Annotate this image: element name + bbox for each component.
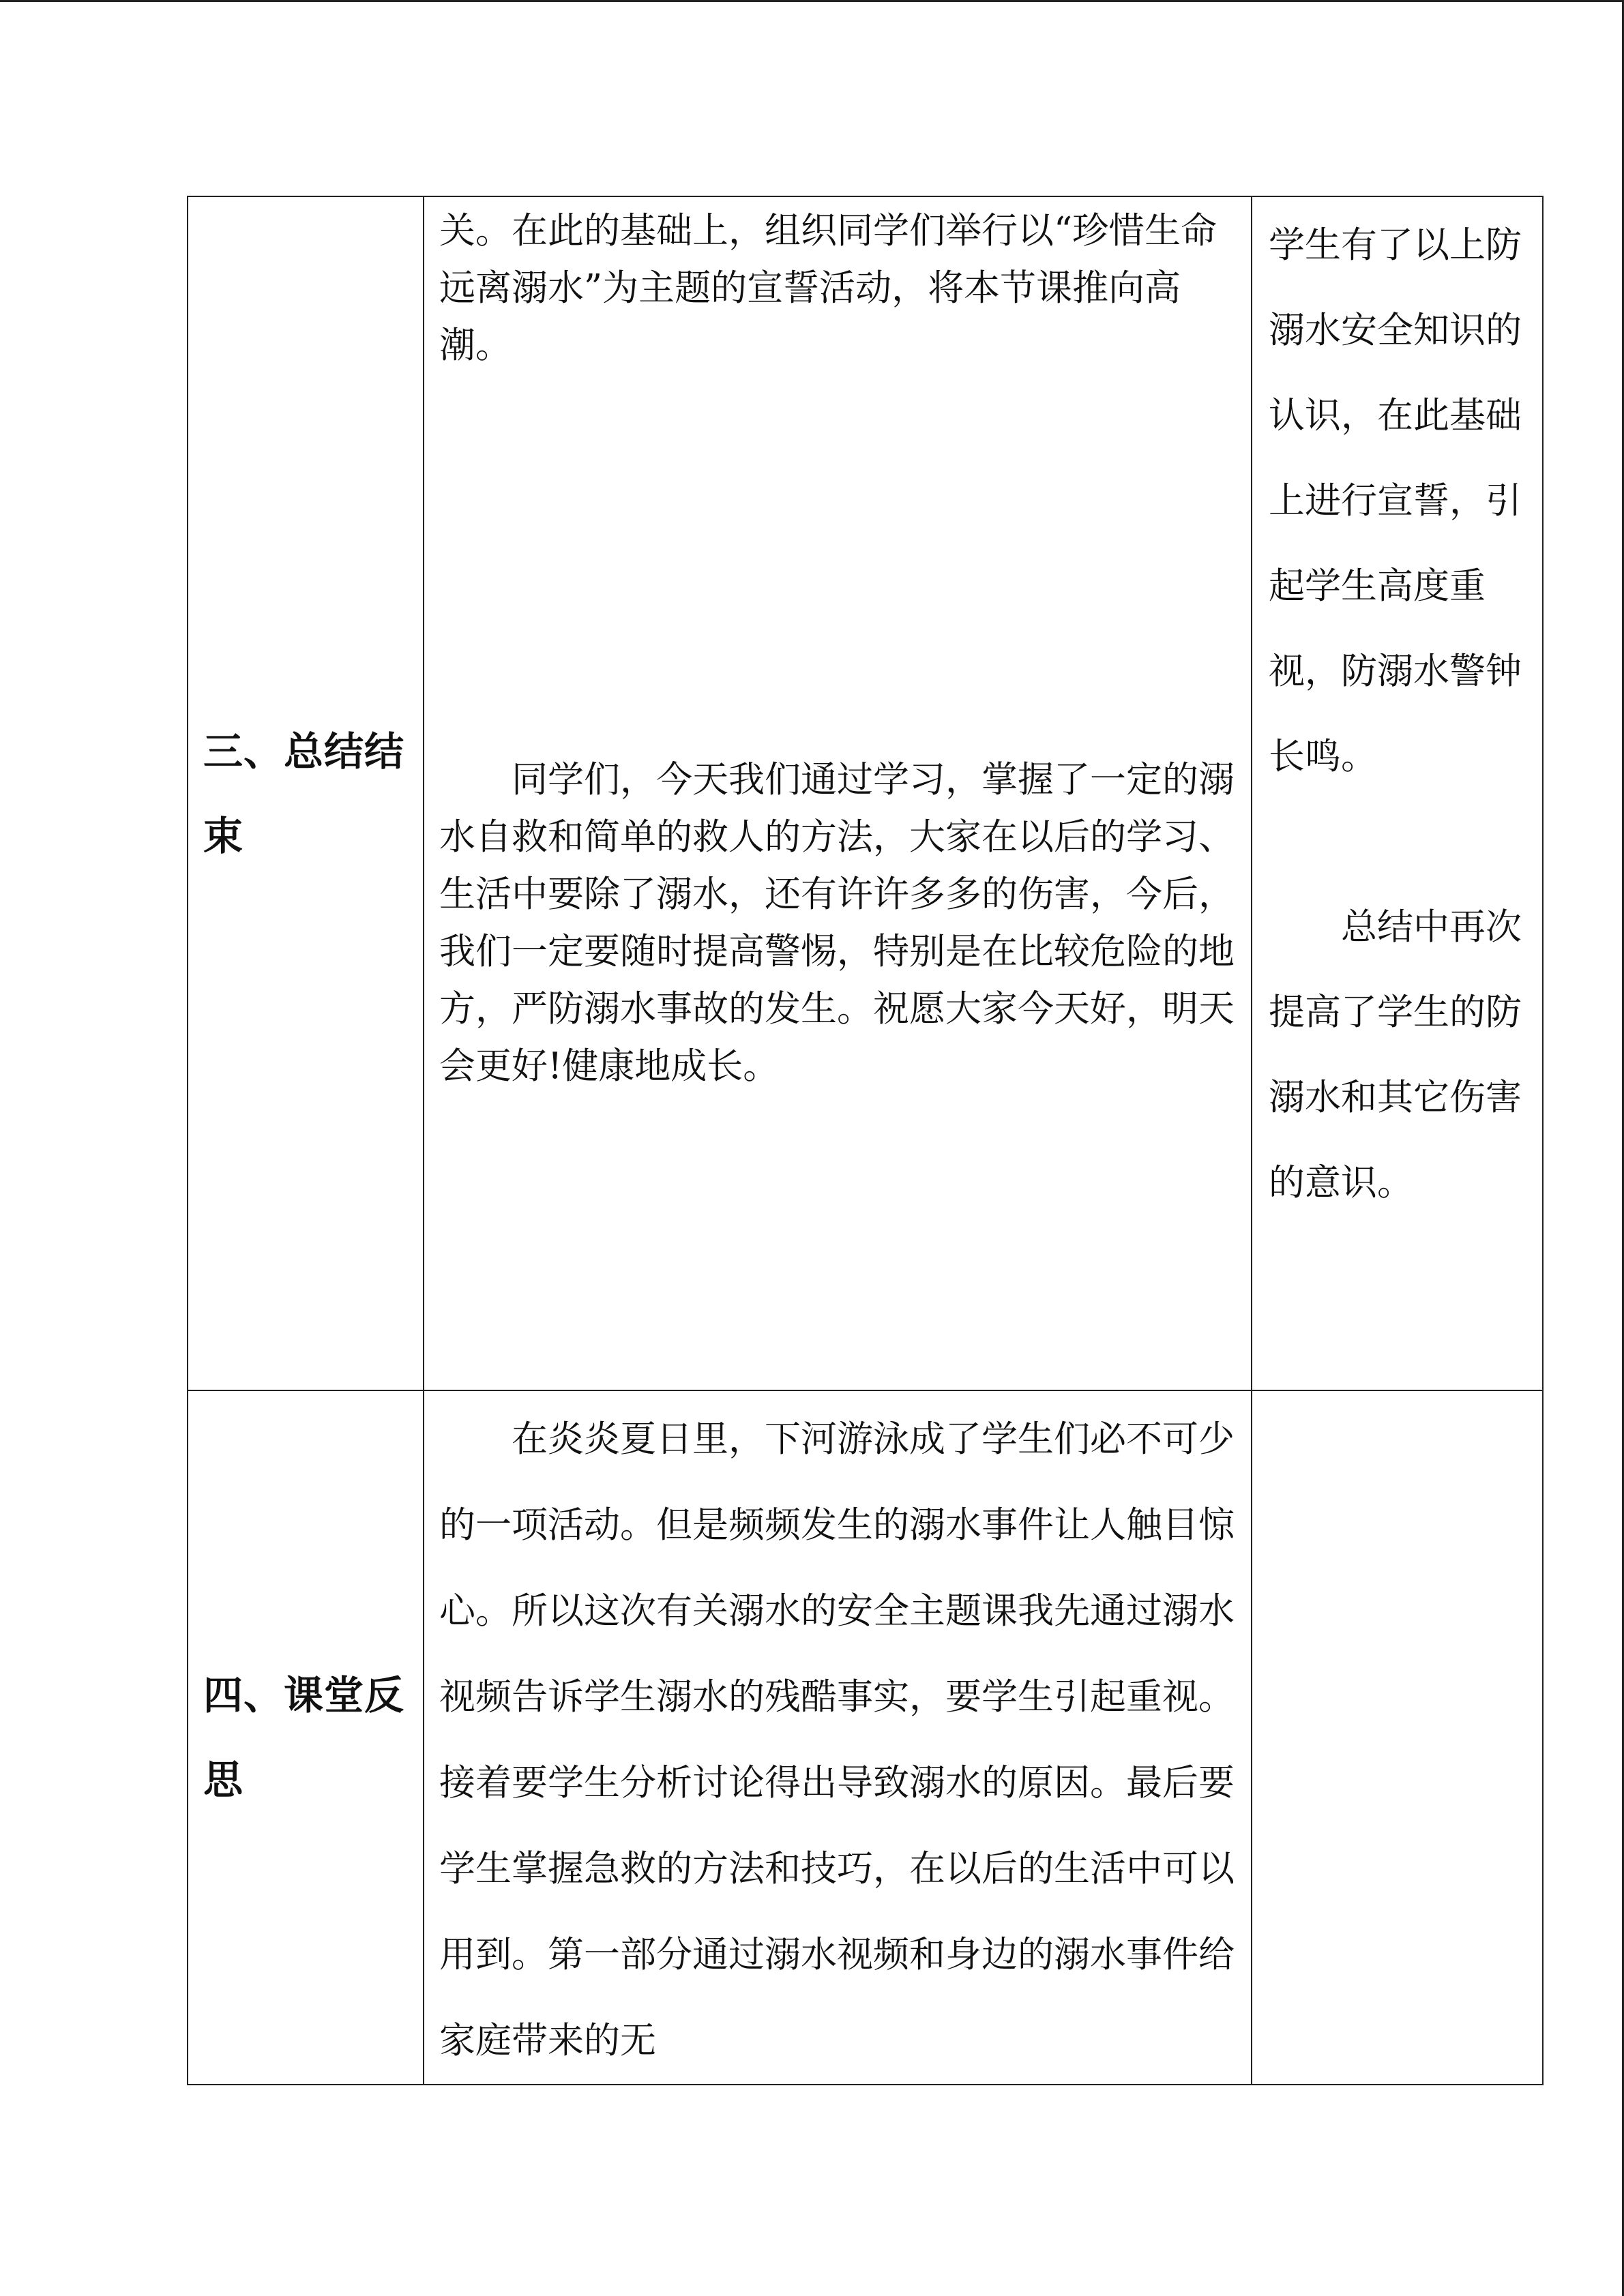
note-cell-reflection (1252, 1390, 1543, 2085)
content-reflection-para-1: 在炎炎夏日里，下河游泳成了学生们必不可少的一项活动。但是频频发生的溺水事件让人触目惊心。所以这次有关溺水的安全主题课我先通过溺水视频告诉学生溺水的残酷事实，要学生引起重视。接着要学生分析讨论得出导致溺水的原因。最后要学生掌握急救的方法和技巧，在以后的生活中可以用到。第一部分通过溺水视频和身边的溺水事件给家庭带来的无 (439, 1418, 1235, 2061)
note-summary-para-2: 总结中再次提高了学生的防溺水和其它伤害的意识。 (1269, 906, 1522, 1204)
content-summary (424, 197, 1254, 1095)
note-cell-summary (1252, 196, 1543, 1390)
content-cell-reflection (424, 1390, 1252, 2085)
stage-cell-reflection (188, 1390, 424, 2085)
content-summary-para-2: 同学们，今天我们通过学习，掌握了一定的溺水自救和简单的救人的方法，大家在以后的学习、生活中要除了溺水，还有许许多多的伤害，今后，我们一定要随时提高警惕，特别是在比较危险的地方，严防溺水事故的发生。祝愿大家今天好，明天会更好!健康地成长。 (439, 759, 1235, 1087)
note-summary (1252, 197, 1542, 1225)
note-summary-spacer (1269, 799, 1526, 884)
content-summary-para-1: 关。在此的基础上，组织同学们举行以“珍惜生命 远离溺水”为主题的宣誓活动，将本节课推向高潮。 (439, 210, 1254, 366)
page-top-border (0, 0, 1624, 2)
note-reflection (1252, 1391, 1542, 1397)
stage-label-reflection: 四、课堂反思 (203, 1672, 405, 1803)
content-cell-summary (424, 196, 1252, 1390)
note-summary-para-1: 学生有了以上防溺水安全知识的认识，在此基础上进行宣誓，引起学生高度重视，防溺水警钟长鸣。 (1269, 224, 1522, 777)
table-row-reflection (188, 1390, 1543, 2085)
stage-label-summary: 三、总结结束 (203, 728, 405, 859)
content-summary-spacer (439, 374, 1236, 751)
table-row-summary (188, 196, 1543, 1390)
lesson-plan-table (187, 196, 1544, 2085)
content-reflection (424, 1391, 1251, 2084)
stage-cell-summary (188, 196, 424, 1390)
